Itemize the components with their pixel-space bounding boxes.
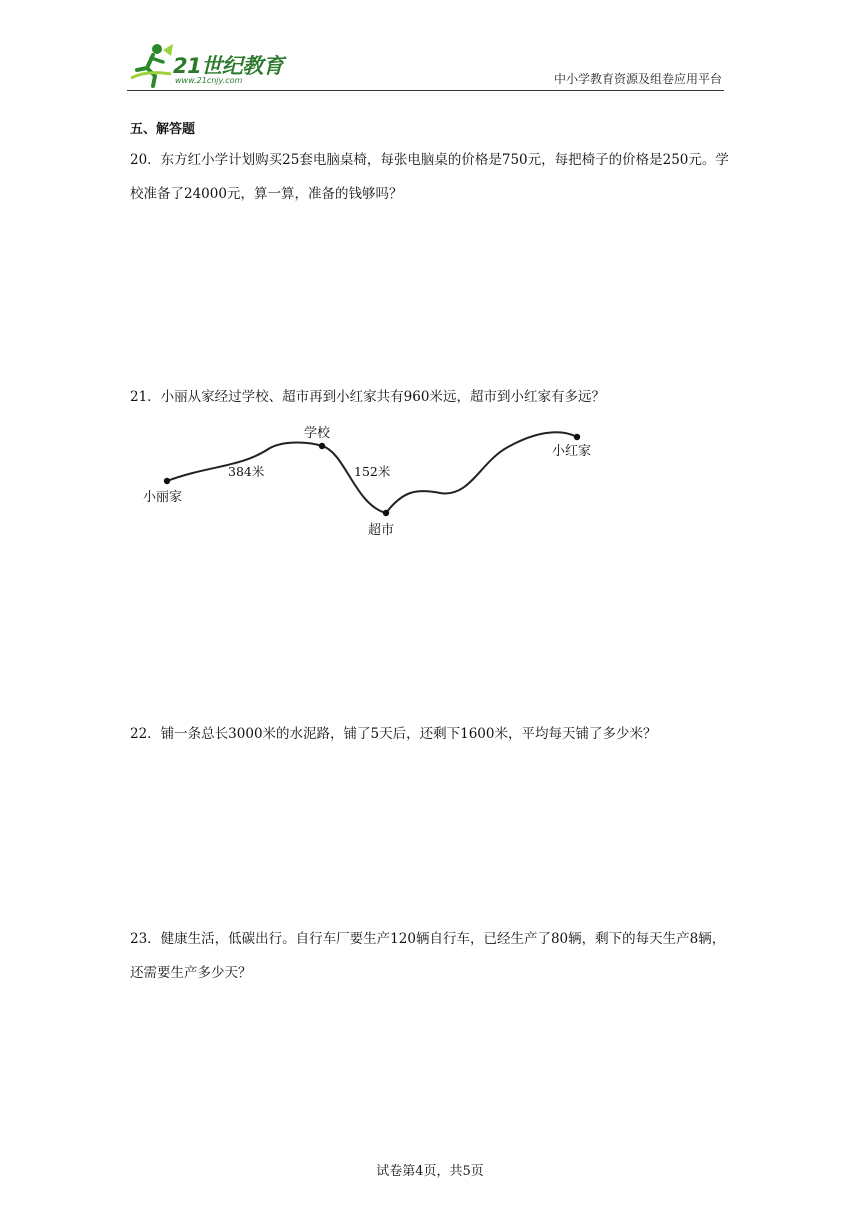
page-header: [127, 40, 724, 91]
label-market: 超市: [368, 523, 395, 538]
question-23: 23．健康生活，低碳出行。自行车厂要生产120辆自行车，已经生产了80辆，剩下的每天生产8辆，还需要生产多少天？: [130, 931, 726, 981]
school-point: [319, 443, 325, 449]
logo: [127, 40, 297, 90]
page-footer: 试卷第4页，共5页: [376, 1164, 484, 1179]
label-school: 学校: [304, 426, 331, 441]
question-21: 21．小丽从家经过学校、超市再到小红家共有960米远，超市到小红家有多远？: [130, 389, 605, 405]
label-end: 小红家: [552, 444, 592, 459]
question-22: 22．铺一条总长3000米的水泥路，铺了5天后，还剩下1600米，平均每天铺了多少米？: [130, 726, 657, 742]
platform-name: 中小学教育资源及组卷应用平台: [553, 72, 722, 86]
market-point: [383, 510, 389, 516]
section-title: 五、解答题: [130, 122, 196, 137]
question-20: 20．东方红小学计划购买25套电脑桌椅，每张电脑桌的价格是750元，每把椅子的价格是250元。学校准备了24000元，算一算，准备的钱够吗？: [130, 152, 729, 202]
label-start: 小丽家: [143, 490, 183, 505]
logo-url: www.21cnjy.com: [175, 76, 243, 85]
runner-logo-icon: [127, 40, 175, 88]
start-point: [164, 478, 170, 484]
logo-text: 21世纪教育: [173, 54, 284, 78]
distance-school-market: 152米: [354, 464, 391, 479]
distance-home-school: 384米: [228, 464, 265, 479]
route-diagram: [140, 420, 610, 545]
